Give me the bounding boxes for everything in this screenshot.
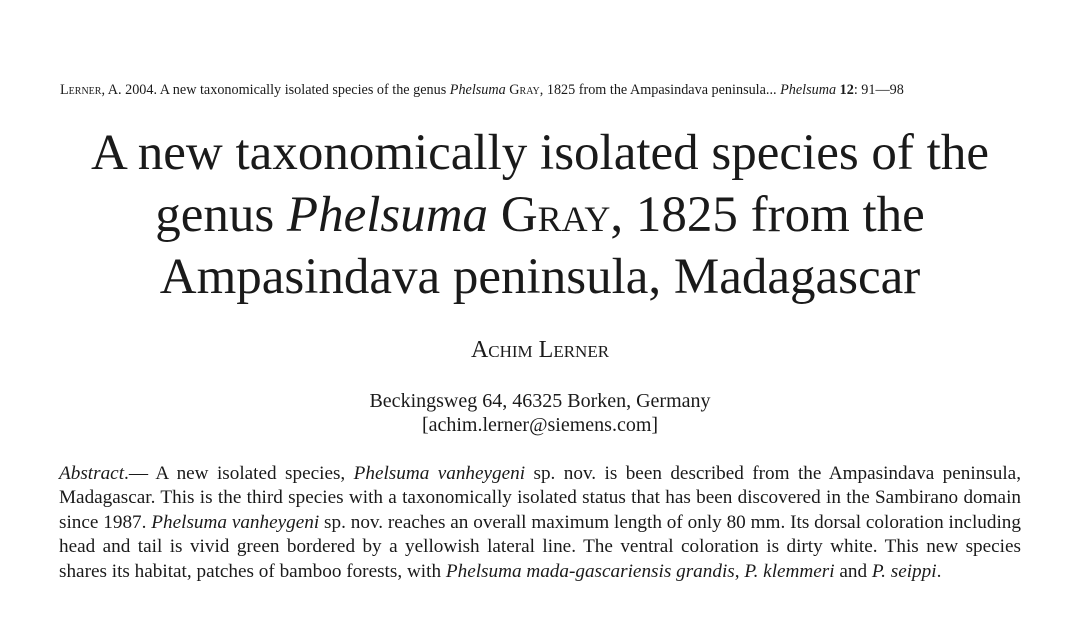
abstract-text-5: and bbox=[834, 560, 872, 582]
title-year-text: , 1825 from the bbox=[610, 187, 925, 243]
abstract-text-4: , bbox=[734, 560, 745, 582]
running-head-pages: : 91—98 bbox=[853, 82, 904, 98]
species-name-2: Phelsuma vanheygeni bbox=[151, 511, 320, 533]
running-head-genus: Phelsuma bbox=[449, 82, 506, 98]
abstract-label: Abstract bbox=[59, 463, 125, 484]
species-name-4: P. klemmeri bbox=[744, 560, 835, 582]
title-genus-name: Phelsuma bbox=[286, 187, 489, 243]
abstract-text-1: .— A new isolated species, bbox=[124, 463, 354, 484]
title-space bbox=[488, 187, 501, 243]
title-author-gray: Gray bbox=[500, 187, 611, 243]
title-line-1: A new taxonomically isolated species of the bbox=[91, 125, 989, 181]
species-name-3: Phelsuma mada-gascariensis grandis bbox=[445, 560, 735, 582]
abstract-text-2: sp. nov. is been described from the Ampasindava peninsula, Madagascar. This is the third species with a taxonomically isolated status that has been discovered in the Sambirano domain since 1987. bbox=[59, 463, 1021, 533]
species-name-5: P. seippi bbox=[871, 560, 937, 582]
running-head-author: Lerner bbox=[60, 82, 102, 98]
abstract bbox=[59, 462, 1021, 584]
running-head-gray: Gray bbox=[509, 82, 540, 98]
running-head-volume: 12 bbox=[839, 82, 854, 98]
author-email: [achim.lerner@siemens.com] bbox=[421, 414, 659, 436]
running-head-text: , A. 2004. A new taxonomically isolated species of the genus bbox=[101, 82, 450, 98]
title-genus-word: genus bbox=[155, 187, 287, 243]
title-line-2 bbox=[40, 184, 1040, 246]
species-name-1: Phelsuma vanheygeni bbox=[353, 463, 526, 484]
paper-title bbox=[40, 122, 1040, 308]
running-head-text-2: , 1825 from the Ampasindava peninsula... bbox=[539, 82, 781, 98]
author-name: Achim Lerner bbox=[470, 337, 610, 363]
running-head-journal: Phelsuma bbox=[780, 82, 837, 98]
author-address: Beckingsweg 64, 46325 Borken, Germany bbox=[369, 390, 711, 412]
abstract-text-6: . bbox=[936, 560, 942, 582]
abstract-text-3: sp. nov. reaches an overall maximum length of only 80 mm. Its dorsal coloration including head and tail is vivid green bordered by a yellowish lateral line. The ventral coloration is dirty white. This new species shares its habitat, patches of bamboo forests, with bbox=[59, 511, 1021, 582]
title-line-3: Ampasindava peninsula, Madagascar bbox=[159, 249, 921, 305]
affiliation bbox=[0, 389, 1080, 437]
running-head bbox=[60, 81, 1022, 99]
